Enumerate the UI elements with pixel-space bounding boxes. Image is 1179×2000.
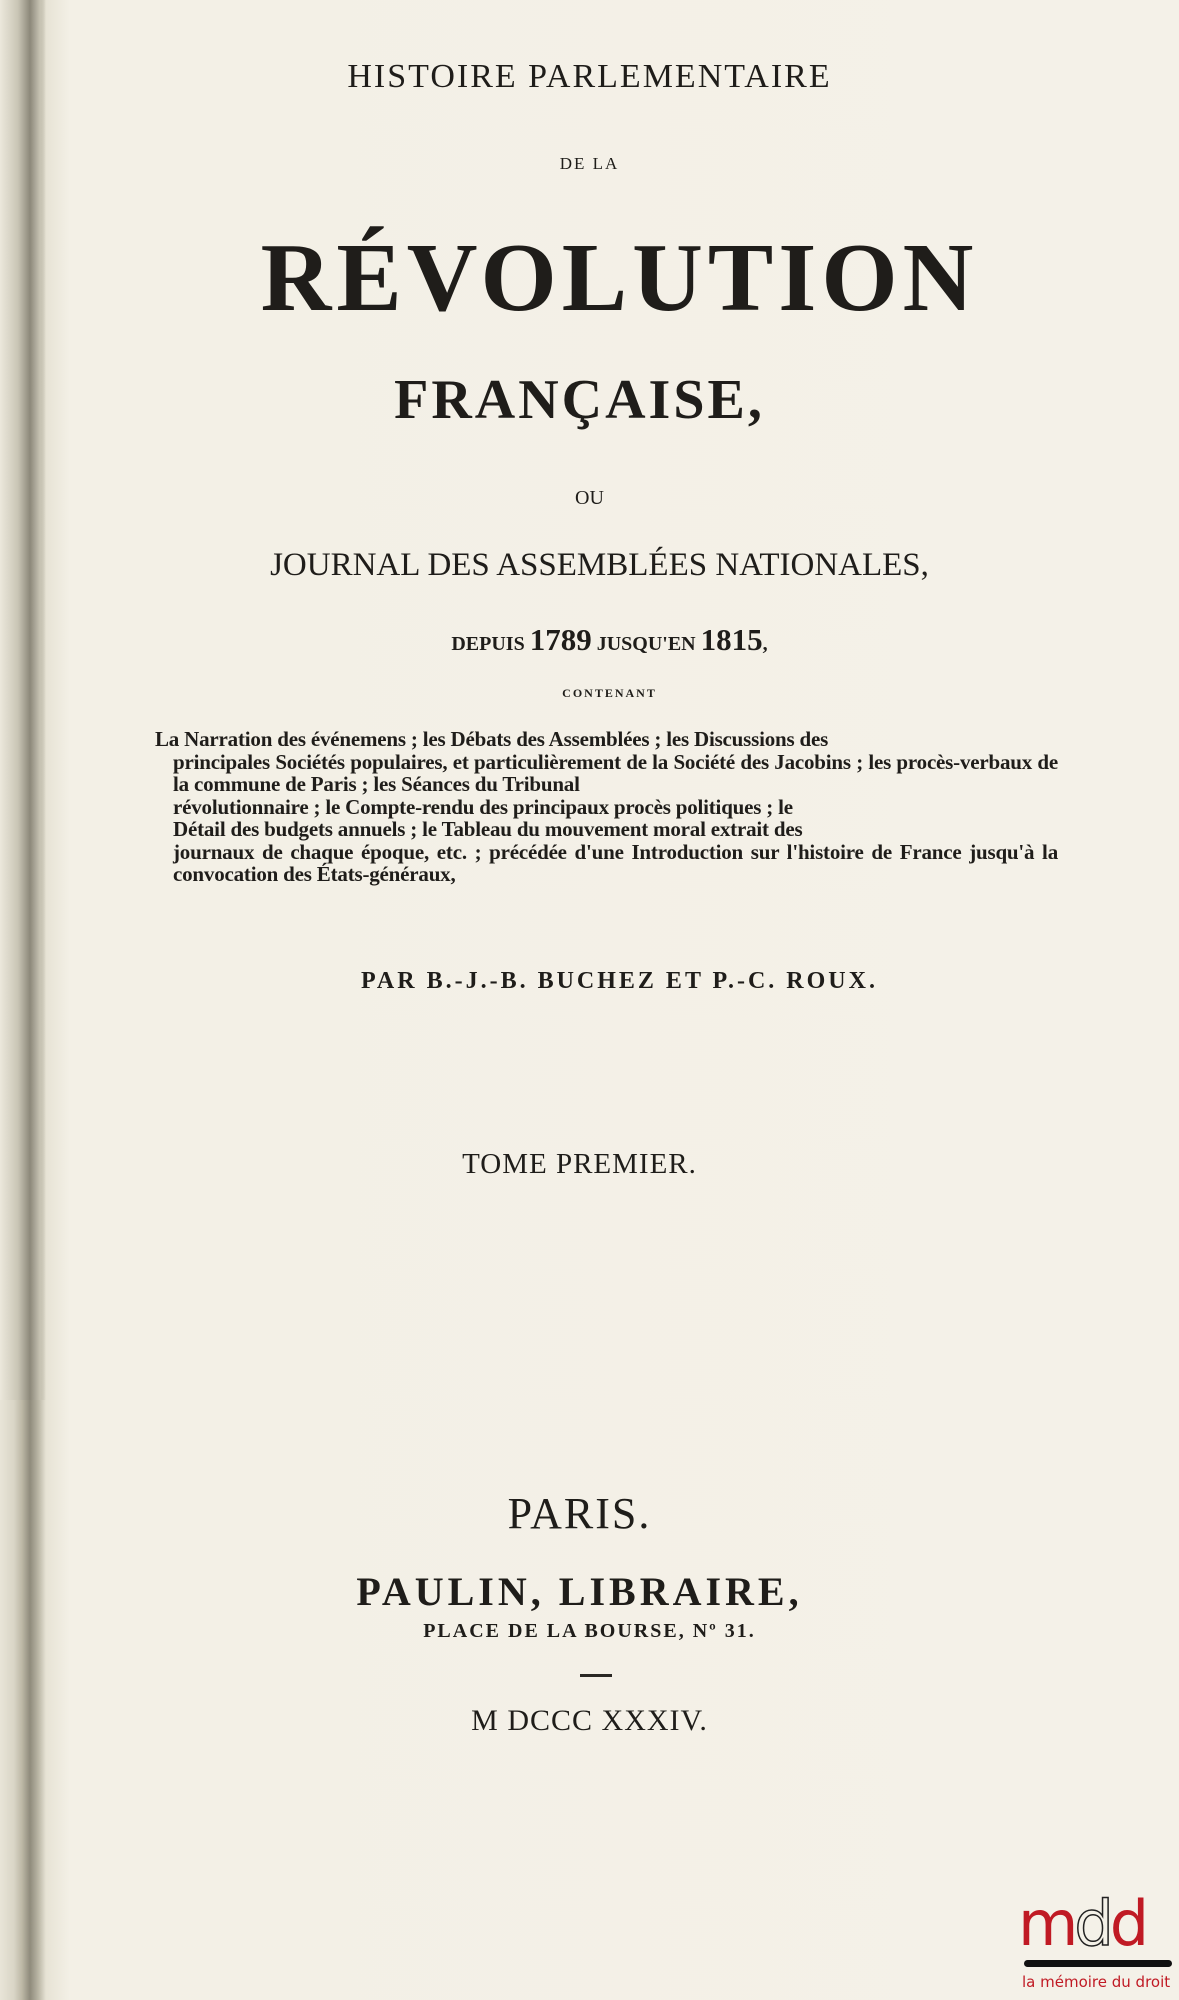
- description-line: La Narration des événemens ; les Débats des Assemblées ; les Discussions des: [155, 727, 829, 751]
- main-title: RÉVOLUTION: [260, 224, 979, 332]
- description-line: principales Sociétés populaires, et particulièrement de la Société des Jacobins ; les procès-verbaux de la commune de Paris ; les Séances du Tribunal: [173, 749, 1058, 796]
- subtitle: FRANÇAISE,: [394, 369, 765, 431]
- year-start: 1789: [529, 622, 592, 657]
- depuis-prefix: DEPUIS: [451, 633, 525, 655]
- de-la-text: DE LA: [559, 154, 620, 173]
- logo-letter-d: d: [1109, 1887, 1146, 1960]
- ou-text: OU: [575, 487, 604, 509]
- logo-tagline: la mémoire du droit: [1022, 1973, 1171, 1991]
- description-line: Détail des budgets annuels ; le Tableau du mouvement moral extrait des: [173, 817, 803, 841]
- contenant-label: CONTENANT: [562, 686, 657, 700]
- publication-year: M DCCC XXXIV.: [471, 1704, 708, 1737]
- authors: PAR B.-J.-B. BUCHEZ ET P.-C. ROUX.: [361, 968, 878, 994]
- mdd-logo: [1018, 1887, 1178, 2000]
- header-title: HISTOIRE PARLEMENTAIRE: [347, 58, 832, 95]
- description-line: journaux de chaque époque, etc. ; précédée d'une Introduction sur l'histoire de France jusqu'à la convocation des États-généraux,: [173, 839, 1058, 886]
- year-end: 1815: [700, 622, 763, 657]
- description-line: révolutionnaire ; le Compte-rendu des principaux procès politiques ; le: [173, 794, 793, 819]
- mdd-logo-icon: [1018, 1887, 1178, 1960]
- depuis-suffix: ,: [762, 633, 768, 655]
- depuis-middle: JUSQU'EN: [596, 633, 696, 655]
- divider-rule: [580, 1674, 612, 1677]
- logo-letter-m: m: [1018, 1887, 1075, 1960]
- journal-title: JOURNAL DES ASSEMBLÉES NATIONALES,: [270, 547, 929, 583]
- date-range: [20, 622, 1179, 658]
- logo-bar: [1024, 1960, 1172, 1967]
- contents-description: [155, 728, 1058, 886]
- publisher: PAULIN, LIBRAIRE,: [356, 1569, 803, 1614]
- city: PARIS.: [507, 1489, 652, 1538]
- volume: TOME PREMIER.: [462, 1148, 697, 1180]
- publisher-address: PLACE DE LA BOURSE, Nº 31.: [423, 1620, 756, 1642]
- logo-letter-d-outline: d: [1074, 1887, 1110, 1960]
